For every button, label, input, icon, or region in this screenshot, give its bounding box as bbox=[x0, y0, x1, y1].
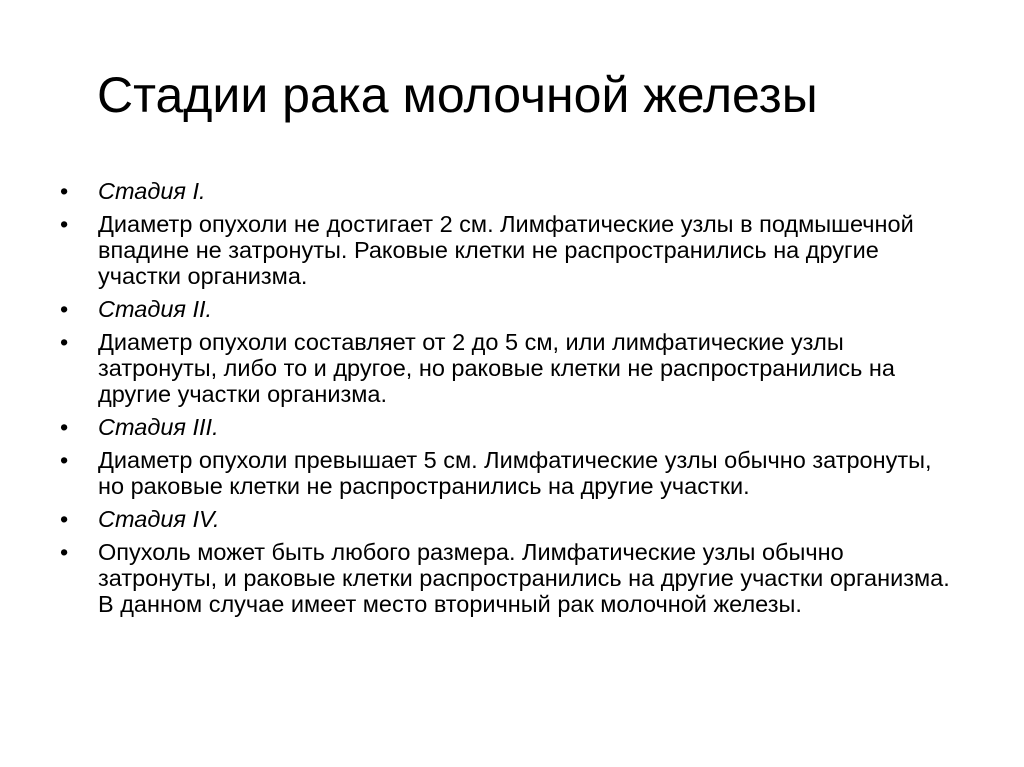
stage-heading: Стадия III. bbox=[98, 414, 219, 440]
stage-heading: Стадия I. bbox=[98, 178, 206, 204]
stage-heading: Стадия IV. bbox=[98, 506, 220, 532]
list-item-stage-1 bbox=[60, 178, 960, 204]
list-item-stage-2-description bbox=[60, 329, 960, 407]
bullet-icon: • bbox=[60, 211, 69, 237]
list-item-stage-3-description bbox=[60, 447, 960, 499]
slide-title: Стадии рака молочной железы bbox=[97, 67, 818, 123]
stage-heading: Стадия II. bbox=[98, 296, 213, 322]
stage-description: Опухоль может быть любого размера. Лимфатические узлы обычно затронуты, и раковые клетки распространились на другие участки организма. В данном случае имеет место вторичный рак молочной железы. bbox=[98, 539, 950, 617]
list-item-stage-4 bbox=[60, 506, 960, 532]
stage-description: Диаметр опухоли превышает 5 см. Лимфатические узлы обычно затронуты, но раковые клетки не распространились на другие участки. bbox=[98, 447, 932, 499]
stage-description: Диаметр опухоли не достигает 2 см. Лимфатические узлы в подмышечной впадине не затронуты. Раковые клетки не распространились на другие участки организма. bbox=[98, 211, 914, 289]
list-item-stage-1-description bbox=[60, 211, 960, 289]
list-item-stage-4-description bbox=[60, 539, 960, 617]
bullet-icon: • bbox=[60, 329, 69, 355]
bullet-icon: • bbox=[60, 414, 69, 440]
list-item-stage-3 bbox=[60, 414, 960, 440]
stage-description: Диаметр опухоли составляет от 2 до 5 см, или лимфатические узлы затронуты, либо то и другое, но раковые клетки не распространились на другие участки организма. bbox=[98, 329, 895, 407]
bullet-icon: • bbox=[60, 296, 69, 322]
bullet-icon: • bbox=[60, 539, 69, 565]
list-item-stage-2 bbox=[60, 296, 960, 322]
bullet-icon: • bbox=[60, 506, 69, 532]
bullet-icon: • bbox=[60, 447, 69, 473]
bullet-icon: • bbox=[60, 178, 69, 204]
bullet-list bbox=[60, 178, 960, 624]
